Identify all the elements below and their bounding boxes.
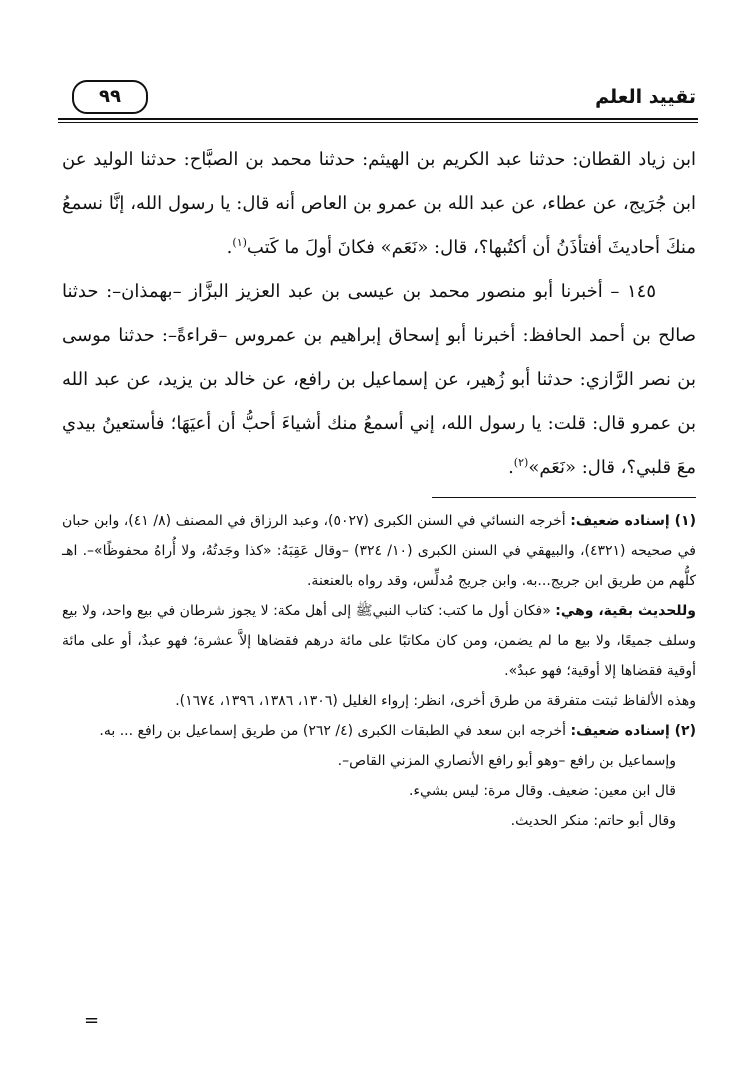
footnote-ref-1[interactable]: (١) xyxy=(232,236,247,249)
paragraph-2 xyxy=(62,270,696,490)
footnote-1-continuation xyxy=(62,596,696,686)
header-rule-thin xyxy=(58,122,698,123)
footnotes xyxy=(62,506,696,836)
footnote-2-line-4: وقال أبو حاتم: منكر الحديث. xyxy=(510,813,676,829)
footnote-2-label: (٢) إسناده ضعيف: xyxy=(570,723,696,739)
paragraph-1: ابن زياد القطان: حدثنا عبد الكريم بن الهيثم: حدثنا محمد بن الصبَّاح: حدثنا الوليد عن ابن جُرَيج، عن عطاء، عن عبد الله بن عمرو بن العاص أنه قال: يا رسول الله، إنَّا نسمعُ منكَ أحاديثَ أفتأذَنُ أن أكتُبها؟، قال: «نَعَم» فكانَ أولَ ما كَتب$^{(١)}$. xyxy=(62,149,696,258)
page-number: ٩٩ xyxy=(72,80,148,114)
footnote-1-label: (١) إسناده ضعيف: xyxy=(570,513,696,529)
footnote-separator xyxy=(432,497,696,498)
paragraph-2-end: . xyxy=(508,457,514,478)
footnote-2-line-3: قال ابن معين: ضعيف. وقال مرة: ليس بشيء. xyxy=(409,783,676,799)
running-title: تقييد العلم xyxy=(595,86,696,108)
paragraph-2-text: ١٤٥ – أخبرنا أبو منصور محمد بن عيسى بن عبد العزيز البزَّاز –بهمذان–: حدثنا صالح بن أحمد الحافظ: أخبرنا أبو إسحاق إبراهيم بن عمروس –قراءةً–: حدثنا موسى بن نصر الرَّازي: حدثنا أبو زُهير، عن إسماعيل بن رافع، عن خالد بن يزيد، عن عبد الله بن عمرو قال: قلت: يا رسول الله، إني أسمعُ منك أشياءَ أحبُّ أن أعيَهَا؛ فأستعينُ بيدي معَ قلبي؟، قال: «نَعَم» xyxy=(62,281,696,478)
footnote-1-note xyxy=(62,686,696,716)
footnote-2 xyxy=(62,716,696,746)
paragraph-1-text: ابن زياد القطان: حدثنا عبد الكريم بن الهيثم: حدثنا محمد بن الصبَّاح: حدثنا الوليد عن ابن جُرَيج، عن عطاء، عن عبد الله بن عمرو بن العاص أنه قال: يا رسول الله، إنَّا نسمعُ منكَ أحاديثَ أفتأذَنُ أن أكتُبها؟، قال: «نَعَم» فكانَ أولَ ما كَتب xyxy=(62,149,696,258)
page-header xyxy=(58,78,698,120)
continuation-mark: = xyxy=(84,1010,100,1031)
footnote-1 xyxy=(62,506,696,596)
footnote-1b-text: «فكان أول ما كتب: كتاب النبيﷺ إلى أهل مكة: لا يجوز شرطان في بيع واحد، ولا بيع وسلف جميعًا، ولا بيع ما لم يضمن، ومن كان مكاتبًا على مائة درهم فقضاها إلاَّ عشرة؛ فهو عبدٌ، أو على مائة أوقية فقضاها إلا أوقية؛ فهو عبدٌ». xyxy=(61,603,696,679)
header-rule xyxy=(58,118,698,120)
main-text xyxy=(62,138,696,490)
footnote-1b-label: وللحديث بقية، وهي: xyxy=(555,603,696,619)
footnote-1c-text: وهذه الألفاظ ثبتت متفرقة من طرق أخرى، انظر: إرواء الغليل (١٣٠٦، ١٣٨٦، ١٣٩٦، ١٦٧٤). xyxy=(175,693,696,709)
footnote-1-text: أخرجه النسائي في السنن الكبرى (٥٠٢٧)، وعبد الرزاق في المصنف (٨/ ٤١)، وابن حبان في صحيحه (٤٣٢١)، والبيهقي في السنن الكبرى (١٠/ ٣٢٤) –وقال عَقِبَهُ: «كذا وجَدتُهُ، ولا أُراهُ محفوظًا»–. اهـ كلُّهم من طريق ابن جريج...به. وابن جريج مُدلِّس، وقد رواه بالعنعنة. xyxy=(62,513,696,589)
footnote-2-text: أخرجه ابن سعد في الطبقات الكبرى (٤/ ٢٦٢) من طريق إسماعيل بن رافع ... به. xyxy=(99,723,567,739)
footnote-ref-2[interactable]: (٢) xyxy=(513,456,529,469)
footnote-2-line-2: وإسماعيل بن رافع –وهو أبو رافع الأنصاري المزني القاص–. xyxy=(337,753,676,769)
